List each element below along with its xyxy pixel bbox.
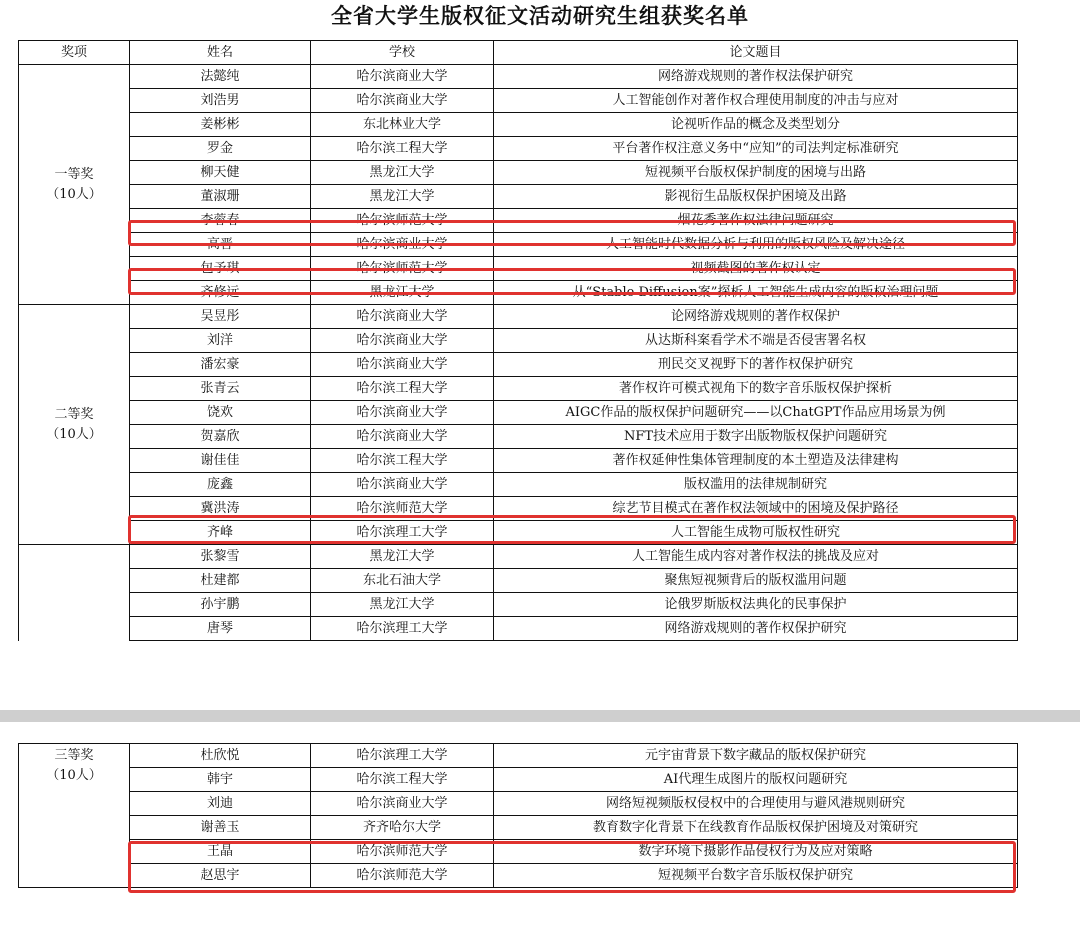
table-row: [19, 209, 1018, 233]
table-row: [19, 744, 1018, 768]
winner-school: 哈尔滨理工大学: [311, 521, 494, 545]
winner-name: 齐峰: [130, 521, 311, 545]
prize-label: 三等奖: [54, 748, 94, 763]
paper-title: 教育数字化背景下在线教育作品版权保护困境及对策研究: [494, 816, 1018, 840]
winner-school: 哈尔滨商业大学: [311, 473, 494, 497]
winner-name: 冀洪涛: [130, 497, 311, 521]
paper-title: 短视频平台数字音乐版权保护研究: [494, 864, 1018, 888]
winner-school: 黑龙江大学: [311, 545, 494, 569]
paper-title: 视频截图的著作权认定: [494, 257, 1018, 281]
table-row: [19, 521, 1018, 545]
winner-name: 谢善玉: [130, 816, 311, 840]
winner-school: 哈尔滨商业大学: [311, 425, 494, 449]
winner-name: 庞鑫: [130, 473, 311, 497]
prize-cell: [19, 65, 130, 305]
winner-school: 哈尔滨商业大学: [311, 89, 494, 113]
table-row: [19, 449, 1018, 473]
paper-title: 网络游戏规则的著作权法保护研究: [494, 65, 1018, 89]
paper-title: 元宇宙背景下数字藏品的版权保护研究: [494, 744, 1018, 768]
winner-name: 刘洋: [130, 329, 311, 353]
winner-school: 东北林业大学: [311, 113, 494, 137]
winner-school: 黑龙江大学: [311, 161, 494, 185]
paper-title: 论网络游戏规则的著作权保护: [494, 305, 1018, 329]
winner-name: 董淑珊: [130, 185, 311, 209]
winner-name: 柳天健: [130, 161, 311, 185]
prize-count: （10人）: [46, 768, 102, 783]
winner-name: 刘浩男: [130, 89, 311, 113]
paper-title: 刑民交叉视野下的著作权保护研究: [494, 353, 1018, 377]
paper-title: 人工智能时代数据分析与利用的版权风险及解决途径: [494, 233, 1018, 257]
winner-school: 黑龙江大学: [311, 281, 494, 305]
table-row: [19, 401, 1018, 425]
paper-title: 人工智能创作对著作权合理使用制度的冲击与应对: [494, 89, 1018, 113]
paper-title: 著作权许可模式视角下的数字音乐版权保护探析: [494, 377, 1018, 401]
page-title: 全省大学生版权征文活动研究生组获奖名单: [331, 3, 749, 28]
header-school: 学校: [311, 41, 494, 65]
winner-school: 哈尔滨师范大学: [311, 497, 494, 521]
table-row: [19, 792, 1018, 816]
prize-label: 二等奖: [54, 406, 94, 422]
winner-name: 杜建都: [130, 569, 311, 593]
winner-school: 哈尔滨工程大学: [311, 449, 494, 473]
winner-name: 王晶: [130, 840, 311, 864]
paper-title: 综艺节目模式在著作权法领域中的困境及保护路径: [494, 497, 1018, 521]
prize-count: （10人）: [46, 186, 102, 202]
winner-name: 罗金: [130, 137, 311, 161]
winner-name: 齐修远: [130, 281, 311, 305]
winner-name: 吴昱彤: [130, 305, 311, 329]
table-row: [19, 473, 1018, 497]
winner-school: 哈尔滨工程大学: [311, 768, 494, 792]
paper-title: 网络短视频版权侵权中的合理使用与避风港规则研究: [494, 792, 1018, 816]
table-row: [19, 161, 1018, 185]
header-paper: 论文题目: [494, 41, 1018, 65]
awards-table: [18, 40, 1018, 641]
table-row: [19, 377, 1018, 401]
paper-title: 论视听作品的概念及类型划分: [494, 113, 1018, 137]
table-row: [19, 65, 1018, 89]
table-row: [19, 113, 1018, 137]
header-name: 姓名: [130, 41, 311, 65]
winner-name: 饶欢: [130, 401, 311, 425]
winner-school: 哈尔滨工程大学: [311, 137, 494, 161]
table-row: [19, 233, 1018, 257]
table-row: [19, 425, 1018, 449]
table-row: [19, 497, 1018, 521]
header-prize: 奖项: [19, 41, 130, 65]
table-row: [19, 768, 1018, 792]
winner-school: 哈尔滨商业大学: [311, 353, 494, 377]
paper-title: 网络游戏规则的著作权保护研究: [494, 617, 1018, 641]
table-row: [19, 569, 1018, 593]
paper-title: 影视衍生品版权保护困境及出路: [494, 185, 1018, 209]
paper-title: AIGC作品的版权保护问题研究——以ChatGPT作品应用场景为例: [494, 401, 1018, 425]
winner-name: 贺嘉欣: [130, 425, 311, 449]
winner-name: 包予琪: [130, 257, 311, 281]
paper-title: 论俄罗斯版权法典化的民事保护: [494, 593, 1018, 617]
winner-school: 黑龙江大学: [311, 593, 494, 617]
winner-school: 哈尔滨商业大学: [311, 329, 494, 353]
table-row: [19, 593, 1018, 617]
winner-name: 谢佳佳: [130, 449, 311, 473]
winner-school: 哈尔滨师范大学: [311, 209, 494, 233]
table-row: [19, 617, 1018, 641]
winner-name: 韩宇: [130, 768, 311, 792]
paper-title: 平台著作权注意义务中“应知”的司法判定标准研究: [494, 137, 1018, 161]
table-row: [19, 137, 1018, 161]
page-separator: [0, 710, 1080, 722]
winner-school: 哈尔滨理工大学: [311, 617, 494, 641]
winner-school: 哈尔滨商业大学: [311, 65, 494, 89]
paper-title: 聚焦短视频背后的版权滥用问题: [494, 569, 1018, 593]
prize-cell: [19, 305, 130, 545]
winner-name: 唐琴: [130, 617, 311, 641]
paper-title: 烟花秀著作权法律问题研究: [494, 209, 1018, 233]
winner-name: 潘宏豪: [130, 353, 311, 377]
paper-title: 数字环境下摄影作品侵权行为及应对策略: [494, 840, 1018, 864]
table-row: [19, 816, 1018, 840]
table-row: [19, 305, 1018, 329]
winner-school: 哈尔滨理工大学: [311, 744, 494, 768]
winner-school: 哈尔滨师范大学: [311, 840, 494, 864]
winner-school: 哈尔滨商业大学: [311, 233, 494, 257]
table-row: [19, 281, 1018, 305]
winner-name: 高晋: [130, 233, 311, 257]
prize-cell: [19, 744, 130, 888]
paper-title: 从达斯科案看学术不端是否侵害署名权: [494, 329, 1018, 353]
paper-title: 版权滥用的法律规制研究: [494, 473, 1018, 497]
winner-school: 齐齐哈尔大学: [311, 816, 494, 840]
paper-title: 人工智能生成内容对著作权法的挑战及应对: [494, 545, 1018, 569]
winner-school: 哈尔滨师范大学: [311, 257, 494, 281]
winner-school: 哈尔滨师范大学: [311, 864, 494, 888]
paper-title: 人工智能生成物可版权性研究: [494, 521, 1018, 545]
winner-school: 哈尔滨商业大学: [311, 305, 494, 329]
winner-school: 哈尔滨商业大学: [311, 401, 494, 425]
paper-title: NFT技术应用于数字出版物版权保护问题研究: [494, 425, 1018, 449]
prize-count: （10人）: [46, 426, 102, 442]
winner-name: 杜欣悦: [130, 744, 311, 768]
winner-name: 刘迪: [130, 792, 311, 816]
winner-name: 孙宇鹏: [130, 593, 311, 617]
winner-name: 张青云: [130, 377, 311, 401]
awards-table-continued: [18, 743, 1018, 888]
winner-name: 张黎雪: [130, 545, 311, 569]
table-row: [19, 353, 1018, 377]
winner-school: 哈尔滨工程大学: [311, 377, 494, 401]
winner-name: 姜彬彬: [130, 113, 311, 137]
table-row: [19, 185, 1018, 209]
winner-name: 李蓉春: [130, 209, 311, 233]
winner-school: 黑龙江大学: [311, 185, 494, 209]
paper-title: AI代理生成图片的版权问题研究: [494, 768, 1018, 792]
paper-title: 从“Stable Diffusion案”探析人工智能生成内容的版权治理问题: [494, 281, 1018, 305]
table-row: [19, 89, 1018, 113]
prize-cell-continued: [19, 545, 130, 641]
table-row: [19, 545, 1018, 569]
table-header-row: [19, 41, 1018, 65]
winner-name: 赵思宇: [130, 864, 311, 888]
winner-name: 法懿纯: [130, 65, 311, 89]
paper-title: 著作权延伸性集体管理制度的本土塑造及法律建构: [494, 449, 1018, 473]
table-row: [19, 840, 1018, 864]
winner-school: 东北石油大学: [311, 569, 494, 593]
table-row: [19, 864, 1018, 888]
prize-label: 一等奖: [54, 166, 94, 182]
table-row: [19, 257, 1018, 281]
winner-school: 哈尔滨商业大学: [311, 792, 494, 816]
table-row: [19, 329, 1018, 353]
paper-title: 短视频平台版权保护制度的困境与出路: [494, 161, 1018, 185]
